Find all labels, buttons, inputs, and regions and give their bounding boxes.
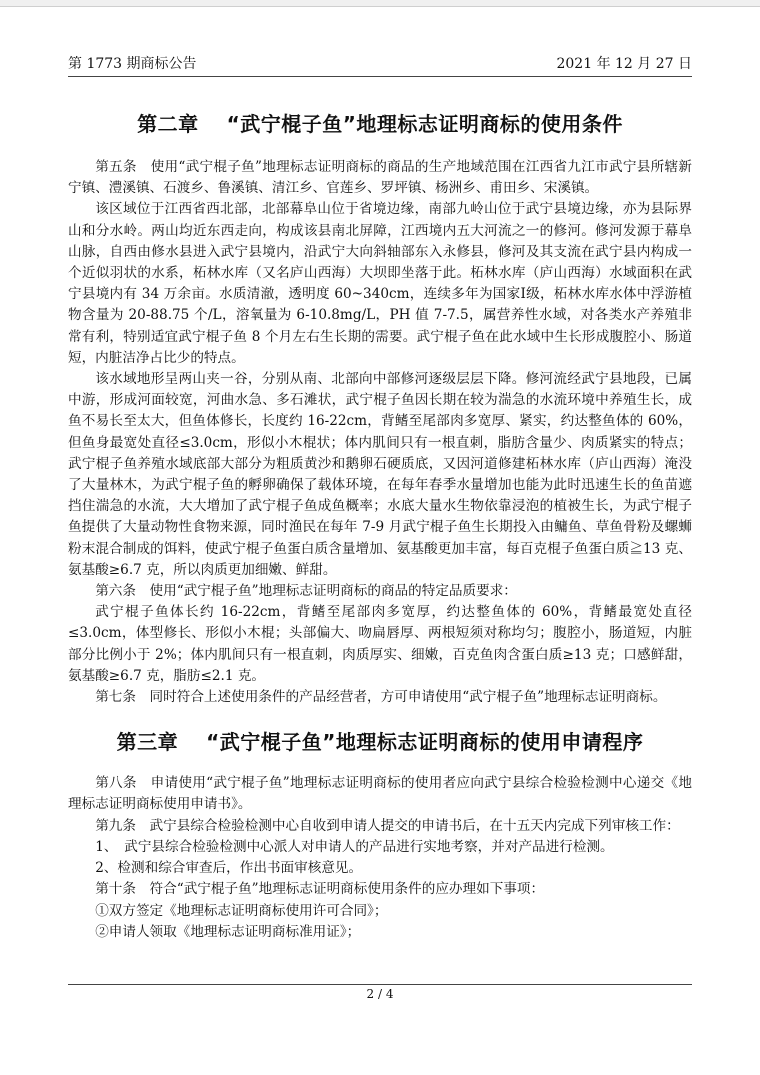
article-10: 第十条 符合“武宁棍子鱼”地理标志证明商标使用条件的应办理如下事项： (95, 881, 545, 898)
chapter-2-heading (68, 108, 692, 137)
issue-number: 第 1773 期商标公告 (68, 56, 197, 72)
article-6: 第六条 使用“武宁棍子鱼”地理标志证明商标的商品的特定品质要求： (95, 583, 517, 600)
viewer-top-edge (0, 0, 760, 7)
chapter-3-heading (68, 726, 692, 755)
chapter-3-number: 第三章 (116, 730, 179, 755)
article-7: 第七条 同时符合上述使用条件的产品经营者，方可申请使用“武宁棍子鱼”地理标志证明商标。 (95, 689, 667, 706)
article-9: 第九条 武宁县综合检验检测中心自收到申请人提交的申请书后，在十五天内完成下列审核工作： (95, 817, 680, 834)
page-number: 2 / 4 (366, 987, 394, 1001)
article-5: 第五条 使用“武宁棍子鱼”地理标志证明商标的商品的生产地域范围在江西省九江市武宁县所辖新宁镇、澧溪镇、石渡乡、鲁溪镇、清江乡、官莲乡、罗坪镇、杨洲乡、甫田乡、宋溪镇。 (68, 159, 692, 197)
publication-date: 2021 年 12 月 27 日 (556, 56, 692, 72)
chapter-3-title: “武宁棍子鱼”地理标志证明商标的使用申请程序 (206, 730, 644, 755)
chapter-2-number: 第二章 (137, 112, 199, 136)
page-header (68, 54, 692, 77)
article-9-item-2: 2、检测和综合审查后，作出书面审核意见。 (95, 860, 363, 877)
page-body (68, 108, 692, 943)
article-8: 第八条 申请使用“武宁棍子鱼”地理标志证明商标的使用者应向武宁县综合检验检测中心递交《地理标志证明商标使用申请书》。 (68, 775, 692, 813)
quality-requirements: 武宁棍子鱼体长约 16-22cm，背鳍至尾部肉多宽厚，约达整鱼体的 60%，背鳍最宽处直径≤3.0cm，体型修长、形似小木棍；头部偏大、吻扁唇厚、两根短须对称均匀；腹腔小，肠道短，内脏部分比例小于 2%；体内肌间只有一根直刺，肉质厚实、细嫩，百克鱼肉含蛋白质≥13 克；口感鲜甜，氨基酸≥6.7 克，脂肪≤2.1 克。 (68, 604, 692, 684)
article-10-item-2: ②申请人领取《地理标志证明商标准用证》； (95, 923, 361, 940)
water-terrain-description: 该水域地形呈两山夹一谷，分别从南、北部向中部修河逐级层层下降。修河流经武宁县地段，已属中游，形成河面较宽，河曲水急、多石滩状，武宁棍子鱼因长期在较为湍急的水流环境中养殖生长，成鱼不易长至太大，但鱼体修长，长度约 16-22cm，背鳍至尾部肉多宽厚、紧实，约达整鱼体的 60%，但鱼身最宽处直径≤3.0cm，形似小木棍状；体内肌间只有一根直刺，脂肪含量少、肉质紧实的特点；武宁棍子鱼养殖水域底部大部分为粗质黄沙和鹅卵石硬质底，又因河道修建柘林水库（庐山西海）淹没了大量林木，为武宁棍子鱼的孵卵确保了载体环境，在每年春季水量增加也能为此时迅速生长的鱼苗遮挡住湍急的水流，大大增加了武宁棍子鱼成鱼概率；水底大量水生物依靠浸泡的植被生长，为武宁棍子鱼提供了大量动物性食物来源，同时渔民在每年 7-9 月武宁棍子鱼生长期投入由鳙鱼、草鱼骨粉及螺蛳粉末混合制成的饵料，使武宁棍子鱼蛋白质含量增加、氨基酸更加丰富，每百克棍子鱼蛋白质≧13 克、氨基酸≥6.7 克，所以肉质更加细嫩、鲜甜。 (68, 371, 692, 578)
page-footer (68, 984, 692, 1001)
article-9-item-1: 1、 武宁县综合检验检测中心派人对申请人的产品进行实地考察，并对产品进行检测。 (95, 838, 614, 855)
article-10-item-1: ①双方签定《地理标志证明商标使用许可合同》； (95, 902, 388, 919)
region-description: 该区域位于江西省西北部，北部幕阜山位于省境边缘，南部九岭山位于武宁县境边缘，亦为县际界山和分水岭。两山均近东西走向，构成该县南北屏障，江西境内五大河流之一的修河。修河发源于幕阜山脉，自西由修水县进入武宁县境内，沿武宁大向斜轴部东入永修县，修河及其支流在武宁县内构成一个近似羽状的水系，柘林水库（又名庐山西海）大坝即坐落于此。柘林水库（庐山西海）水域面积在武宁县境内有 34 万余亩。水质清澈，透明度 60~340cm，连续多年为国家Ⅰ级，柘林水库水体中浮游植物含量为 20-88.75 个/L，溶氧量为 6-10.8mg/L，PH 值 7-7.5，属营养性水域，对各类水产养殖非常有利，特别适宜武宁棍子鱼 8 个月左右生长期的需要。武宁棍子鱼在此水域中生长形成腹腔小、肠道短，内脏洁净占比少的特点。 (68, 201, 692, 366)
chapter-2-title: “武宁棍子鱼”地理标志证明商标的使用条件 (226, 112, 623, 136)
